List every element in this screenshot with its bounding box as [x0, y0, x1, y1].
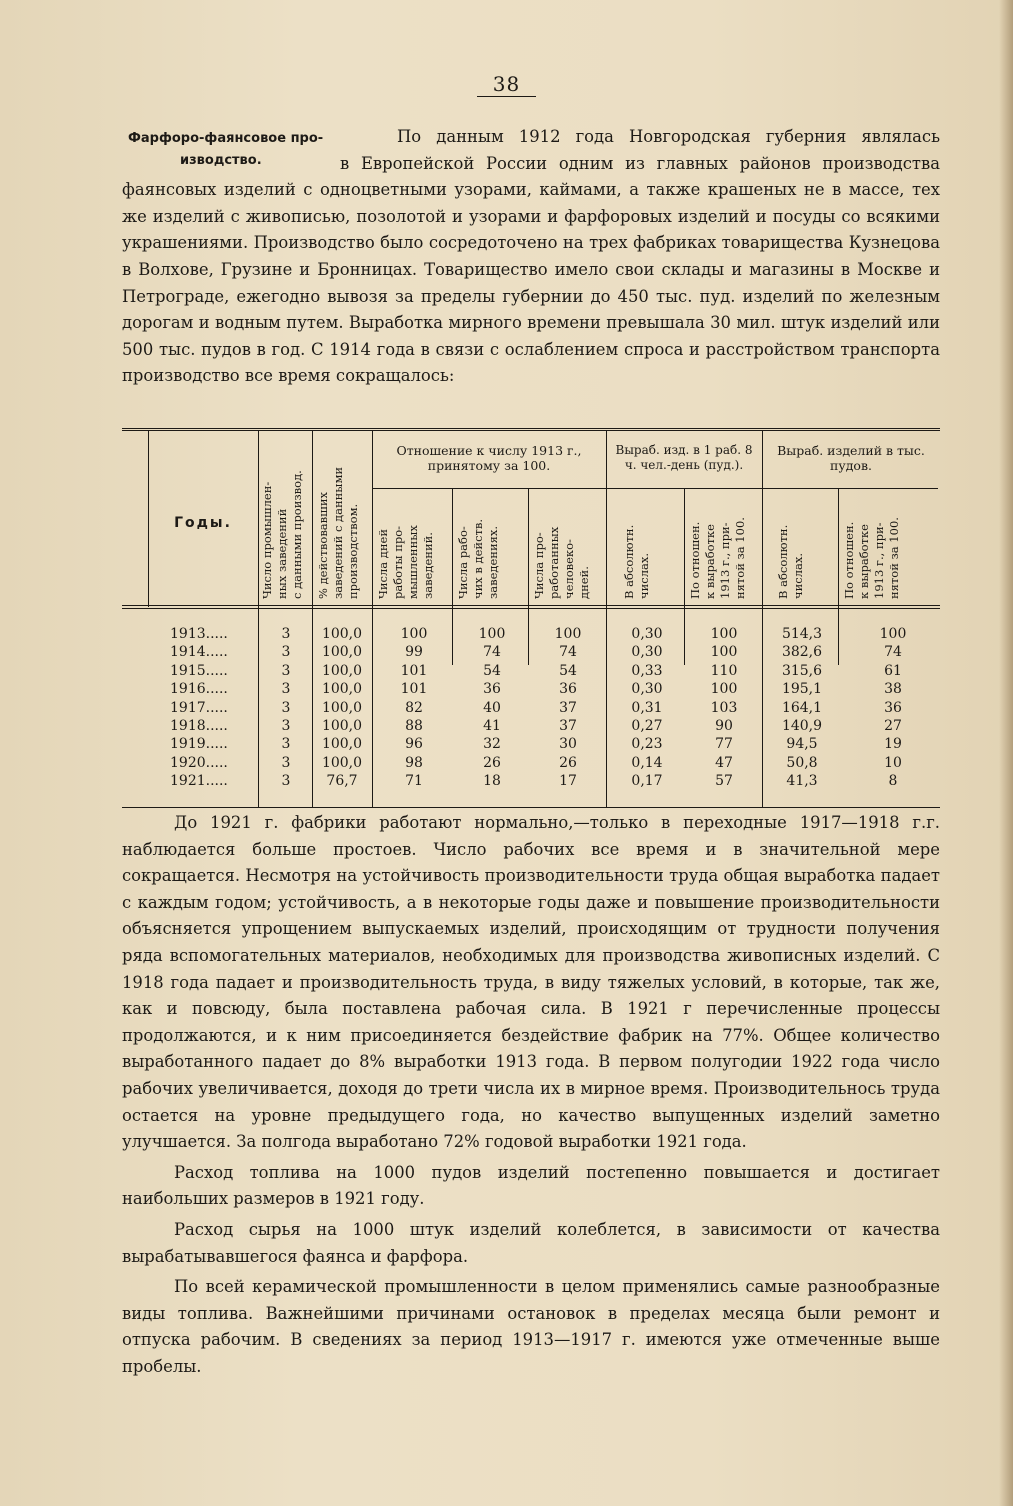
table-cell-pct: 100,0 — [321, 718, 363, 734]
table-cell-workers: 100 — [478, 626, 506, 642]
col-header-rel-thousands: По отношен. к выработке 1913 г., при- нятой за 100. — [842, 517, 901, 599]
table-cell-pct: 100,0 — [321, 736, 363, 753]
table-cell-n: 3 — [281, 681, 291, 698]
table-cell-year: 1914..... — [170, 644, 228, 661]
table-cell-n: 3 — [281, 773, 291, 790]
table-cell-thous: 41,3 — [786, 773, 818, 790]
table-cell-n: 3 — [281, 699, 291, 716]
table-cell-thous-rel: 38 — [884, 681, 902, 698]
table-cell-abs: 0,33 — [631, 662, 663, 679]
intro-paragraph — [122, 124, 940, 390]
table-cell-year: 1915..... — [170, 662, 228, 679]
table-cell-thous: 164,1 — [781, 699, 823, 716]
table-cell-rel: 57 — [715, 773, 733, 790]
table-cell-thous-rel: 61 — [884, 662, 902, 679]
table-cell-year: 1919..... — [170, 736, 228, 753]
table-cell-pct: 76,7 — [326, 773, 358, 790]
table-cell-thous: 195,1 — [781, 681, 823, 698]
table-cell-year: 1920..... — [170, 754, 228, 771]
table-cell-days: 82 — [405, 699, 423, 716]
table-cell-year: 1913..... — [170, 626, 228, 642]
table-cell-mandays: 17 — [559, 773, 577, 790]
table-cell-abs: 0,30 — [631, 626, 663, 642]
table-cell-mandays: 37 — [559, 699, 577, 716]
table-cell-rel: 100 — [710, 681, 738, 698]
table-cell-thous: 94,5 — [786, 736, 818, 753]
table-cell-thous-rel: 27 — [884, 718, 902, 734]
col-header-mandays: Числа про- работанных человеко- дней. — [532, 526, 591, 599]
col-header-percent-active: % действовавших заведений с данными производством. — [316, 466, 360, 599]
intro-rest: фаянсовых изделий с одноцветными узорами, каймами, а также крашеных не в массе, тех же изделий с живописью, позолотой и узорами и фарфоровых изделий и посуды со всякими украшениями. Производство было сосредоточено на трех фабриках товарищества Кузнецова в Волхове, Грузине и Бронницах. Товарищество имело свои склады и магазины в Москве и Петрограде, ежегодно вывозя за пределы губернии до 450 тыс. пуд. изделий по железным дорогам и водным путем. Выработка мирного времени превышала 30 мил. штук изделий или 500 тыс. пудов в год. С 1914 года в связи с ослаблением спроса и расстройством транспорта производство все время сокращалось: — [122, 180, 940, 386]
table-cell-rel: 100 — [710, 644, 738, 661]
table-cell-mandays: 26 — [559, 754, 577, 771]
statistics-table — [122, 428, 940, 808]
table-cell-thous-rel: 8 — [888, 773, 898, 790]
table-cell-mandays: 36 — [559, 681, 577, 698]
table-cell-pct: 100,0 — [321, 644, 363, 661]
table-cell-mandays: 74 — [559, 644, 577, 661]
table-cell-pct: 100,0 — [321, 662, 363, 679]
page-number: 38 — [0, 72, 1013, 96]
table-cell-thous: 514,3 — [781, 626, 823, 642]
table-cell-rel: 90 — [715, 718, 733, 734]
table-cell-workers: 74 — [483, 644, 501, 661]
body-text — [122, 810, 940, 1384]
table-cell-days: 101 — [400, 681, 428, 698]
col-header-rel-per-day: По отношен. к выработке 1913 г., при- нятой за 100. — [688, 517, 747, 599]
table-cell-n: 3 — [281, 644, 291, 661]
col-header-establishments: Число промышлен- ных заведений с данными производ. — [260, 470, 304, 599]
table-cell-year: 1918..... — [170, 718, 228, 734]
table-cell-thous: 382,6 — [781, 644, 823, 661]
intro-line-1: По данным 1912 года Новгородская губерния являлась — [397, 127, 940, 146]
table-cell-year: 1916..... — [170, 681, 228, 698]
table-cell-workers: 32 — [483, 736, 501, 753]
table-cell-thous-rel: 10 — [884, 754, 902, 771]
table-cell-workers: 18 — [483, 773, 501, 790]
table-cell-abs: 0,30 — [631, 644, 663, 661]
table-cell-mandays: 37 — [559, 718, 577, 734]
table-cell-days: 99 — [405, 644, 423, 661]
table-cell-days: 88 — [405, 718, 423, 734]
table-cell-workers: 41 — [483, 718, 501, 734]
table-cell-mandays: 54 — [559, 662, 577, 679]
table-cell-abs: 0,14 — [631, 754, 663, 771]
table-cell-abs: 0,27 — [631, 718, 663, 734]
table-cell-n: 3 — [281, 718, 291, 734]
table-cell-days: 100 — [400, 626, 428, 642]
table-cell-rel: 110 — [710, 662, 738, 679]
table-cell-rel: 100 — [710, 626, 738, 642]
table-cell-abs: 0,23 — [631, 736, 663, 753]
table-cell-days: 101 — [400, 662, 428, 679]
col-header-abs-per-day: В абсолютн. числах. — [622, 524, 651, 599]
group-header-output-per-day: Выраб. изд. в 1 раб. 8 ч. чел.-день (пуд.). — [615, 443, 753, 472]
col-header-workers: Числа рабо- чих в действ. заведениях. — [456, 518, 500, 599]
table-cell-abs: 0,30 — [631, 681, 663, 698]
table-cell-abs: 0,17 — [631, 773, 663, 790]
table-cell-workers: 54 — [483, 662, 501, 679]
table-cell-n: 3 — [281, 736, 291, 753]
paragraph-1: До 1921 г. фабрики работают нормально,—только в переходные 1917—1918 г.г. наблюдается больше простоев. Число рабочих все время и в значительной мере сокращается. Несмотря на устойчивость производительности труда общая выработка падает с каждым годом; устойчивость, а в некоторые годы даже и повышение производительности объясняется упрощением выпускаемых изделий, происходящим от трудности получения ряда вспомогательных материалов, необходимых для производства живописных изделий. С 1918 года падает и производительность труда, в виду тяжелых условий, в которые, так же, как и повсюду, была поставлена рабочая сила. В 1921 г перечисленные процессы продолжаются, и к ним присоединяется бездействие фабрик на 77%. Общее количество выработанного падает до 8% выработки 1913 года. В первом полугодии 1922 года число рабочих увеличивается, доходя до трети числа их в мирное время. Производительнось труда остается на уровне предыдущего года, но качество выпущенных изделий заметно улучшается. За полгода выработано 72% годовой выработки 1921 года. — [122, 813, 940, 1152]
paragraph-3: Расход сырья на 1000 штук изделий колеблется, в зависимости от качества вырабатывавшегося фаянса и фарфора. — [122, 1219, 940, 1266]
table-cell-pct: 100,0 — [321, 699, 363, 716]
years-header: Годы. — [174, 515, 232, 531]
table-cell-workers: 36 — [483, 681, 501, 698]
table-cell-thous-rel: 19 — [884, 736, 902, 753]
col-header-abs-thousands: В абсолютн. числах. — [776, 524, 805, 599]
table-cell-year: 1921..... — [170, 773, 228, 790]
table-cell-pct: 100,0 — [321, 754, 363, 771]
table-cell-thous-rel: 100 — [879, 626, 907, 642]
table-cell-abs: 0,31 — [631, 699, 663, 716]
table-cell-workers: 26 — [483, 754, 501, 771]
table-cell-n: 3 — [281, 662, 291, 679]
table-cell-thous-rel: 36 — [884, 699, 902, 716]
table-cell-rel: 103 — [710, 699, 738, 716]
side-heading-line-1: Фарфоро-фаянсовое про- — [128, 131, 324, 146]
table-cell-days: 98 — [405, 754, 423, 771]
table-cell-thous-rel: 74 — [884, 644, 902, 661]
col-header-days: Числа дней работы про- мышленных заведений. — [376, 525, 435, 599]
paragraph-2: Расход топлива на 1000 пудов изделий постепенно повышается и достигает наибольших размеров в 1921 году. — [122, 1162, 940, 1209]
table-cell-year: 1917..... — [170, 699, 228, 716]
table-cell-days: 71 — [405, 773, 423, 790]
group-header-ratio: Отношение к числу 1913 г., принятому за 100. — [396, 443, 582, 473]
table-cell-pct: 100,0 — [321, 626, 363, 642]
table-cell-n: 3 — [281, 754, 291, 771]
table-cell-rel: 47 — [715, 754, 733, 771]
table-cell-thous: 50,8 — [786, 754, 818, 771]
side-heading-line-2: изводство. — [180, 153, 262, 168]
intro-line-2: в Европейской России одним из главных районов производства — [340, 153, 940, 173]
table-cell-workers: 40 — [483, 699, 501, 716]
table-cell-thous: 315,6 — [781, 662, 823, 679]
table-cell-mandays: 100 — [554, 626, 582, 642]
group-header-output-thousands: Выраб. изделий в тыс. пудов. — [777, 443, 925, 473]
table-cell-thous: 140,9 — [781, 718, 823, 734]
table-cell-n: 3 — [281, 626, 291, 642]
table-cell-rel: 77 — [715, 736, 733, 753]
table-cell-mandays: 30 — [559, 736, 577, 753]
table-cell-days: 96 — [405, 736, 423, 753]
table-cell-pct: 100,0 — [321, 681, 363, 698]
paragraph-4: По всей керамической промышленности в целом применялись самые разнообразные виды топлива. Важнейшими причинами остановок в пределах месяца были ремонт и отпуска рабочим. В сведениях за период 1913—1917 г. имеются уже отмеченные выше пробелы. — [122, 1277, 940, 1376]
